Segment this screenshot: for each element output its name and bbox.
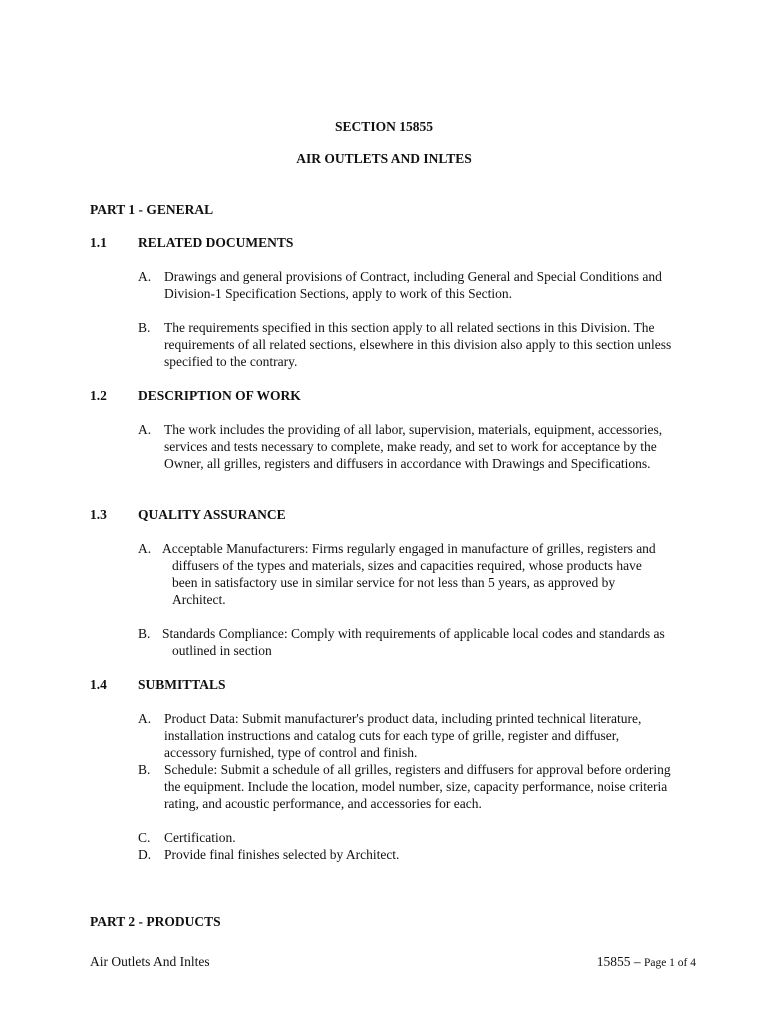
article-number: 1.3 [90,507,107,522]
article-title: RELATED DOCUMENTS [138,235,294,250]
article-number: 1.1 [90,235,107,250]
paragraph-label: B. [138,320,151,335]
article-1-2-heading [90,387,730,404]
paragraph-text: Product Data: Submit manufacturer's product data, including printed technical literature, installation instructions and catalog cuts for each type of grille, register and diffuser, accessory furnished, type of control and finish. [164,711,642,760]
footer-section-number: 15855 [596,954,631,969]
paragraph-1-1-b [138,319,673,370]
paragraph-label: A. [138,269,152,284]
paragraph-text: Provide final finishes selected by Architect. [164,847,400,862]
article-1-4-heading [90,676,730,693]
article-1-3-heading [90,506,730,523]
section-title: AIR OUTLETS AND INLTES [296,151,472,166]
paragraph-text: The requirements specified in this section apply to all related sections in this Division. The requirements of all related sections, elsewhere in this division also apply to this section unless specified to the contrary. [164,320,672,369]
paragraph-label: C. [138,830,151,845]
section-number: SECTION 15855 [335,119,433,134]
paragraph-text: The work includes the providing of all labor, supervision, materials, equipment, accessories, services and tests necessary to complete, make ready, and set to work for acceptance by the Owner, all grilles, registers and diffusers in accordance with Drawings and Specifications. [164,422,663,471]
paragraph-1-4-b [138,761,673,812]
paragraph-text: Standards Compliance: Comply with requirements of applicable local codes and standards as outlined in section [162,626,665,658]
paragraph-1-4-d [138,846,673,863]
paragraph-text: Drawings and general provisions of Contract, including General and Special Conditions and Division-1 Specification Sections, apply to work of this Section. [164,269,662,301]
paragraph-label: B. [138,626,151,641]
paragraph-text: Acceptable Manufacturers: Firms regularly engaged in manufacture of grilles, registers and diffusers of the types and materials, sizes and capacities required, whose products have been in satisfactory use in similar service for not less than 5 years, as approved by Architect. [162,541,656,607]
paragraph-1-3-b [138,625,678,659]
paragraph-label: B. [138,762,151,777]
article-number: 1.2 [90,388,107,403]
paragraph-label: A. [138,541,152,556]
part2-heading: PART 2 - PRODUCTS [90,914,221,929]
paragraph-1-3-a [138,540,668,608]
paragraph-label: A. [138,711,152,726]
footer-title: Air Outlets And Inltes [90,954,210,969]
article-title: QUALITY ASSURANCE [138,507,286,522]
article-number: 1.4 [90,677,107,692]
paragraph-label: A. [138,422,152,437]
paragraph-1-4-a [138,710,673,761]
part1-heading: PART 1 - GENERAL [90,202,214,217]
paragraph-1-4-c [138,829,673,846]
footer-page-info [597,953,696,972]
article-title: SUBMITTALS [138,677,226,692]
footer-dash: – [630,954,644,969]
article-1-1-heading [90,234,730,251]
paragraph-1-2-a [138,421,698,472]
paragraph-label: D. [138,847,152,862]
footer-page-number: Page 1 of 4 [643,957,696,969]
paragraph-text: Schedule: Submit a schedule of all grilles, registers and diffusers for approval before ordering the equipment. Include the location, model number, size, capacity performance, noise criteria rating, and acoustic performance, and accessories for each. [164,762,671,811]
paragraph-1-1-a [138,268,698,302]
paragraph-text: Certification. [164,830,236,845]
article-title: DESCRIPTION OF WORK [138,388,301,403]
